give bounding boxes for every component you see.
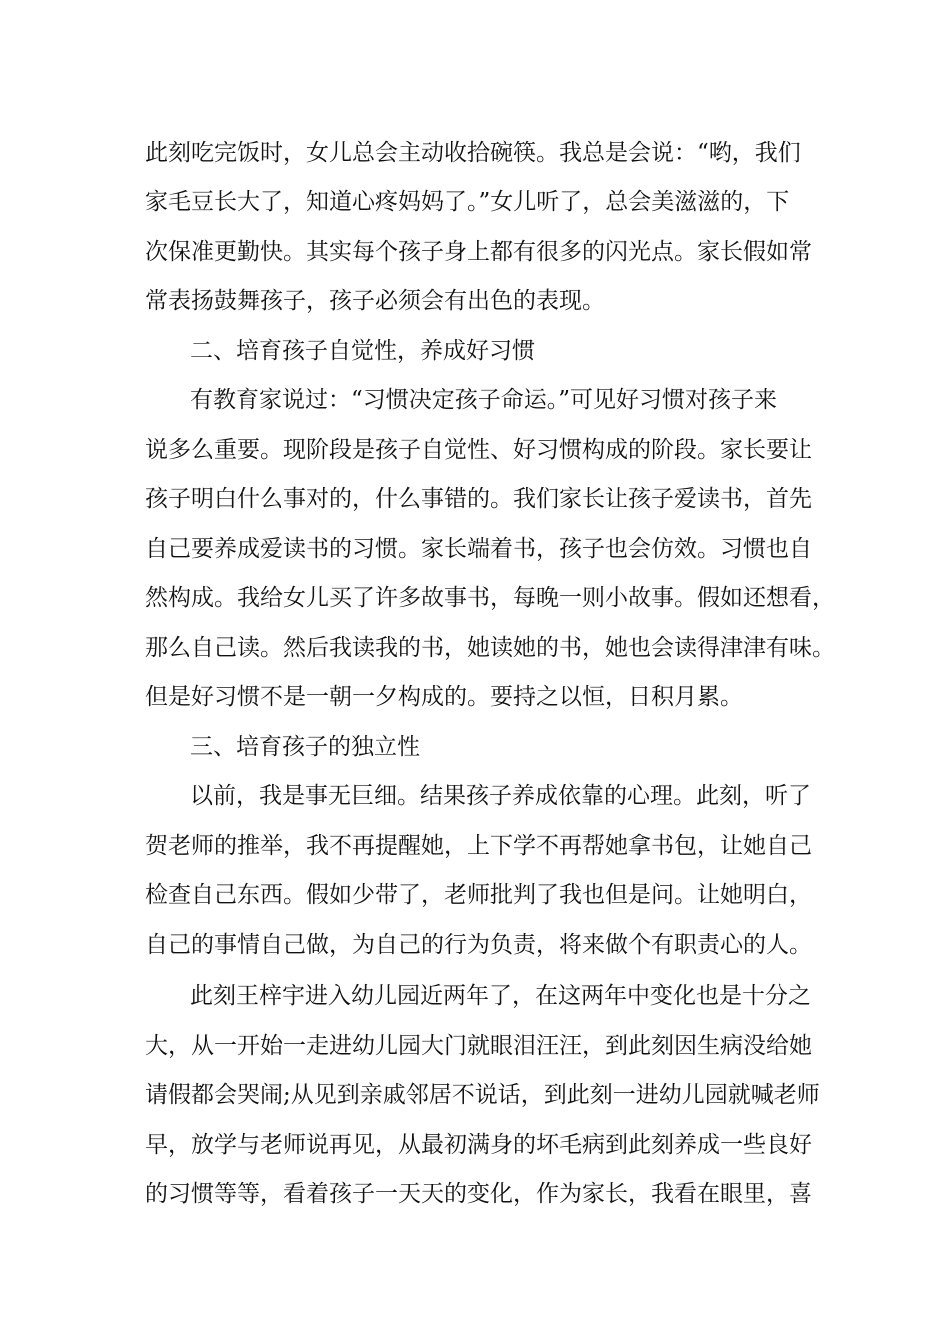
text-line: 说多么重要。现阶段是孩子自觉性、好习惯构成的阶段。家长要让 xyxy=(145,437,812,463)
text-line: 那么自己读。然后我读我的书，她读她的书，她也会读得津津有味。 xyxy=(145,635,835,661)
text-line: 有教育家说过：“习惯决定孩子命运。”可见好习惯对孩子来 xyxy=(190,387,778,413)
text-line: 次保准更勤快。其实每个孩子身上都有很多的闪光点。家长假如常 xyxy=(145,239,812,265)
text-line: 家毛豆长大了，知道心疼妈妈了。”女儿听了，总会美滋滋的，下 xyxy=(145,189,790,215)
text-line: 早，放学与老师说再见，从最初满身的坏毛病到此刻养成一些良好 xyxy=(145,1132,812,1158)
text-line: 大，从一开始一走进幼儿园大门就眼泪汪汪，到此刻因生病没给她 xyxy=(145,1033,812,1059)
text-line: 贺老师的推举，我不再提醒她，上下学不再帮她拿书包，让她自己 xyxy=(145,833,812,859)
text-line: 检查自己东西。假如少带了，老师批判了我也但是问。让她明白， xyxy=(145,882,812,908)
section-heading: 二、培育孩子自觉性，养成好习惯 xyxy=(190,338,535,364)
section-heading: 三、培育孩子的独立性 xyxy=(190,734,420,760)
text-line: 此刻王梓宇进入幼儿园近两年了，在这两年中变化也是十分之 xyxy=(190,983,811,1009)
text-line: 的习惯等等，看着孩子一天天的变化，作为家长，我看在眼里，喜 xyxy=(145,1181,812,1207)
text-line: 请假都会哭闹;从见到亲戚邻居不说话，到此刻一进幼儿园就喊老师 xyxy=(145,1082,820,1108)
text-line: 自己的事情自己做，为自己的行为负责，将来做个有职责心的人。 xyxy=(145,932,812,958)
text-line: 自己要养成爱读书的习惯。家长端着书，孩子也会仿效。习惯也自 xyxy=(145,536,812,562)
text-line: 孩子明白什么事对的，什么事错的。我们家长让孩子爱读书，首先 xyxy=(145,486,812,512)
text-line: 常表扬鼓舞孩子，孩子必须会有出色的表现。 xyxy=(145,288,605,314)
text-line: 然构成。我给女儿买了许多故事书，每晚一则小故事。假如还想看， xyxy=(145,585,835,611)
text-line: 此刻吃完饭时，女儿总会主动收拾碗筷。我总是会说：“哟，我们 xyxy=(145,140,801,166)
text-line: 以前，我是事无巨细。结果孩子养成依靠的心理。此刻，听了 xyxy=(190,783,811,809)
text-line: 但是好习惯不是一朝一夕构成的。要持之以恒，日积月累。 xyxy=(145,684,743,710)
